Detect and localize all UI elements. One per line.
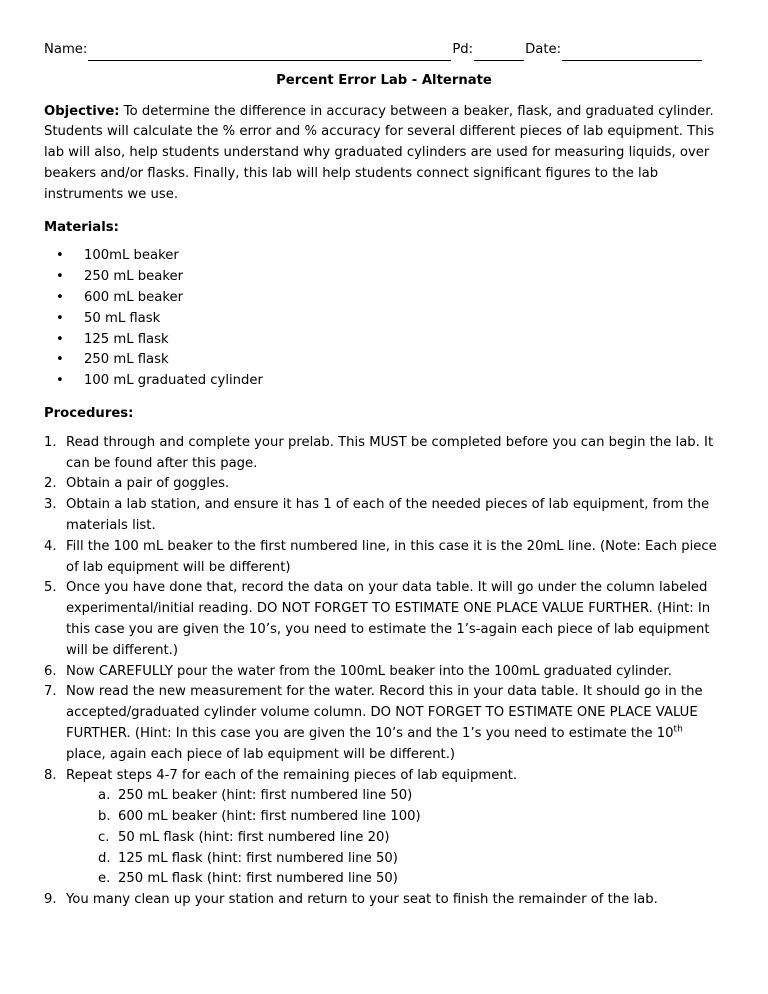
material-text: 100mL beaker xyxy=(84,248,179,264)
procedure-step xyxy=(44,578,724,661)
bullet-icon: • xyxy=(56,310,64,326)
step-number: 6. xyxy=(44,663,57,679)
substep-text: 600 mL beaker (hint: first numbered line 100) xyxy=(118,809,421,825)
step-text: Read through and complete your prelab. This MUST be completed before you can begin the lab. It can be found after this page. xyxy=(66,434,714,471)
substep-item xyxy=(44,869,724,890)
substep-letter: d. xyxy=(98,850,111,866)
substep-item xyxy=(44,828,724,849)
substep-letter: b. xyxy=(98,809,111,825)
date-blank-line xyxy=(562,45,702,61)
substep-text: 50 mL flask (hint: first numbered line 20) xyxy=(118,829,390,845)
step-number: 5. xyxy=(44,580,57,596)
step-number: 2. xyxy=(44,476,57,492)
procedures-list xyxy=(44,433,724,787)
procedure-step xyxy=(44,474,724,495)
materials-label: Materials: xyxy=(44,219,119,235)
date-label: Date: xyxy=(525,42,562,57)
superscript-text: th xyxy=(673,724,683,735)
step-text: Obtain a lab station, and ensure it has 1 of each of the needed pieces of lab equipment, from the materials list. xyxy=(66,497,710,533)
step-text: Now read the new measurement for the water. Record this in your data table. It should go in the accepted/graduated cylinder volume column. DO NOT FORGET TO ESTIMATE ONE PLACE VALUE FURTHER. (Hint: In this case you are given the 10’s and the 1’s you need to estimate the 10 xyxy=(66,684,703,741)
list-item xyxy=(44,371,724,392)
substep-letter: e. xyxy=(98,871,111,887)
step-number: 7. xyxy=(44,684,57,700)
step-text: Obtain a pair of goggles. xyxy=(66,476,230,492)
material-text: 250 mL beaker xyxy=(84,269,184,285)
step-text: Now CAREFULLY pour the water from the 100mL beaker into the 100mL graduated cylinder. xyxy=(66,663,672,679)
objective-paragraph xyxy=(44,102,724,206)
bullet-icon: • xyxy=(56,269,64,285)
objective-text: To determine the difference in accuracy between a beaker, flask, and graduated cylinder. Students will calculate the % error and % accuracy for several different pieces of lab equipment. This lab will also, help students understand why graduated cylinders are used for measuring liquids, over beakers and/or flasks. Finally, this lab will help students connect significant figures to the lab instruments we use. xyxy=(44,103,715,202)
procedure-step xyxy=(44,495,724,537)
procedure-step xyxy=(44,537,724,579)
material-text: 250 mL flask xyxy=(84,352,169,368)
header-fields xyxy=(44,40,724,61)
pd-blank-line xyxy=(474,45,524,61)
substeps-list xyxy=(44,786,724,890)
step-text-continued: place, again each piece of lab equipment will be different.) xyxy=(66,746,456,762)
objective-label: Objective: xyxy=(44,103,120,119)
substep-item xyxy=(44,807,724,828)
step-text: Once you have done that, record the data on your data table. It will go under the column labeled experimental/initial reading. DO NOT FORGET TO ESTIMATE ONE PLACE VALUE FURTHER. (Hint: In this case you are given the 10’s, you need to estimate the 1’s-again each piece of lab equipment will be different.) xyxy=(66,580,711,658)
procedure-step xyxy=(44,682,724,765)
step-text: Repeat steps 4-7 for each of the remaining pieces of lab equipment. xyxy=(66,767,518,783)
procedure-step xyxy=(44,766,724,787)
procedure-step xyxy=(44,890,724,911)
bullet-icon: • xyxy=(56,289,64,305)
page-title: Percent Error Lab - Alternate xyxy=(276,72,492,88)
bullet-icon: • xyxy=(56,352,64,368)
list-item xyxy=(44,246,724,267)
list-item xyxy=(44,350,724,371)
list-item xyxy=(44,267,724,288)
substep-letter: c. xyxy=(98,829,110,845)
substep-item xyxy=(44,786,724,807)
substep-text: 250 mL flask (hint: first numbered line 50) xyxy=(118,871,398,887)
list-item xyxy=(44,288,724,309)
substep-item xyxy=(44,849,724,870)
step-number: 8. xyxy=(44,767,57,783)
substep-text: 250 mL beaker (hint: first numbered line 50) xyxy=(118,788,413,804)
materials-list xyxy=(44,246,724,392)
procedure-step xyxy=(44,662,724,683)
worksheet-page xyxy=(44,40,724,911)
material-text: 600 mL beaker xyxy=(84,289,184,305)
step-text: Fill the 100 mL beaker to the first numbered line, in this case it is the 20mL line. (Note: Each piece of lab equipment will be different) xyxy=(66,538,717,575)
procedures-list-continued xyxy=(44,890,724,911)
step-number: 3. xyxy=(44,497,57,513)
substep-text: 125 mL flask (hint: first numbered line 50) xyxy=(118,850,398,866)
bullet-icon: • xyxy=(56,248,64,264)
name-label: Name: xyxy=(44,42,88,57)
step-number: 4. xyxy=(44,538,57,554)
material-text: 125 mL flask xyxy=(84,331,169,347)
bullet-icon: • xyxy=(56,331,64,347)
name-blank-line xyxy=(88,45,451,61)
procedures-label: Procedures: xyxy=(44,405,134,421)
procedure-step xyxy=(44,433,724,475)
step-number: 9. xyxy=(44,892,57,908)
step-text: You many clean up your station and return to your seat to finish the remainder of the lab. xyxy=(66,892,658,908)
list-item xyxy=(44,309,724,330)
list-item xyxy=(44,330,724,351)
material-text: 100 mL graduated cylinder xyxy=(84,373,263,389)
pd-label: Pd: xyxy=(452,42,474,57)
bullet-icon: • xyxy=(56,373,64,389)
material-text: 50 mL flask xyxy=(84,310,161,326)
step-number: 1. xyxy=(44,434,57,450)
substep-letter: a. xyxy=(98,788,111,804)
